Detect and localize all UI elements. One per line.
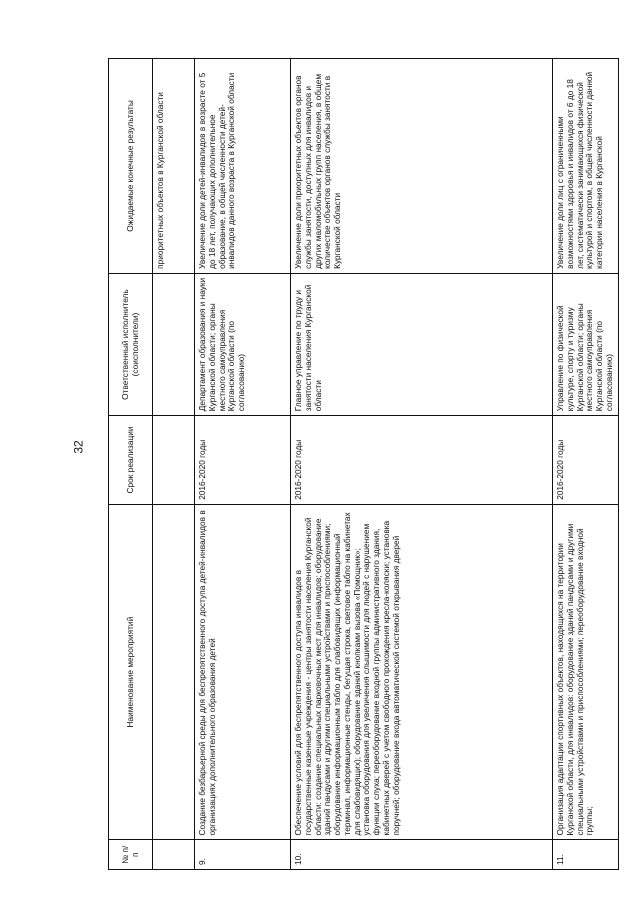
header-num: № п/п xyxy=(109,840,153,870)
cell-name: Создание безбарьерной среды для беспрепятственного доступа детей-инвалидов в организациях дополнительного образования детей xyxy=(195,504,291,840)
cell-name xyxy=(153,504,195,840)
table-row xyxy=(195,59,291,870)
page-number: 32 xyxy=(71,440,86,454)
cell-executor: Главное управление по труду и занятости населения Курганской области xyxy=(291,273,553,415)
cell-term xyxy=(153,416,195,505)
cell-executor: Департамент образования и науки Курганской области; органы местного самоуправления Курганской области (по согласованию) xyxy=(195,273,291,415)
cell-num xyxy=(153,840,195,870)
table-row xyxy=(153,59,195,870)
cell-executor: Управление по физической культуре, спорту и туризму Курганской области; органы местного самоуправления Курганской области (по согласованию) xyxy=(553,273,619,415)
header-term: Срок реализации xyxy=(109,416,153,505)
header-executor: Ответственный исполнитель (соисполнители) xyxy=(109,273,153,415)
cell-executor xyxy=(153,273,195,415)
cell-result: Увеличение доли приоритетных объектов органов службы занятости, доступных для инвалидов и других маломобильных групп населения, в общем количестве объектов органов службы занятости в Курганской области xyxy=(291,59,553,274)
table-header-row xyxy=(109,59,153,870)
cell-num: 11. xyxy=(553,840,619,870)
cell-result: приоритетных объектов в Курганской области xyxy=(153,59,195,274)
cell-term: 2016-2020 годы xyxy=(553,416,619,505)
cell-num: 10. xyxy=(291,840,553,870)
cell-num: 9. xyxy=(195,840,291,870)
cell-name: Обеспечение условий для беспрепятственного доступа инвалидов в государственные казенные учреждения - центры занятости населения Курганской области: создание специальных парковочных мест для инвалидов; оборудование зданий пандусами и другими специальными устройствами и приспособлениями; оборудование информационным табло для слабовидящих (информационный терминал, информационные стенды, бегущая строка, световое табло на кабинетах для слабовидящих); оборудование зданий кнопками вызова «Помощник»; установка оборудования для увеличения слышимости для людей с нарушением функции слуха; переоборудование входной группы административного здания, кабинетных дверей с учетом свободного прохождения кресла-коляски; установка поручней; оборудование входа автоматической системой открывания дверей xyxy=(291,504,553,840)
table-row xyxy=(291,59,553,870)
table-row xyxy=(553,59,619,870)
header-name: Наименование мероприятий xyxy=(109,504,153,840)
measures-table xyxy=(108,58,619,870)
cell-term: 2016-2020 годы xyxy=(291,416,553,505)
cell-name: Организация адаптации спортивных объектов, находящихся на территории Курганской области, для инвалидов: оборудование зданий пандусами и другими специальными устройствами и приспособлениями; переоборудование входной группы; xyxy=(553,504,619,840)
header-result: Ожидаемые конечные результаты xyxy=(109,59,153,274)
cell-term: 2016-2020 годы xyxy=(195,416,291,505)
cell-result: Увеличение доли лиц с ограниченными возможностями здоровья и инвалидов от 6 до 18 лет, систематически занимающихся физической культурой и спортом, в общей численности данной категории населения в Курганской xyxy=(553,59,619,274)
table-wrapper xyxy=(108,58,614,870)
cell-result: Увеличение доли детей-инвалидов в возрасте от 5 до 18 лет, получающих дополнительное образование, в общей численности детей-инвалидов данного возраста в Курганской области xyxy=(195,59,291,274)
